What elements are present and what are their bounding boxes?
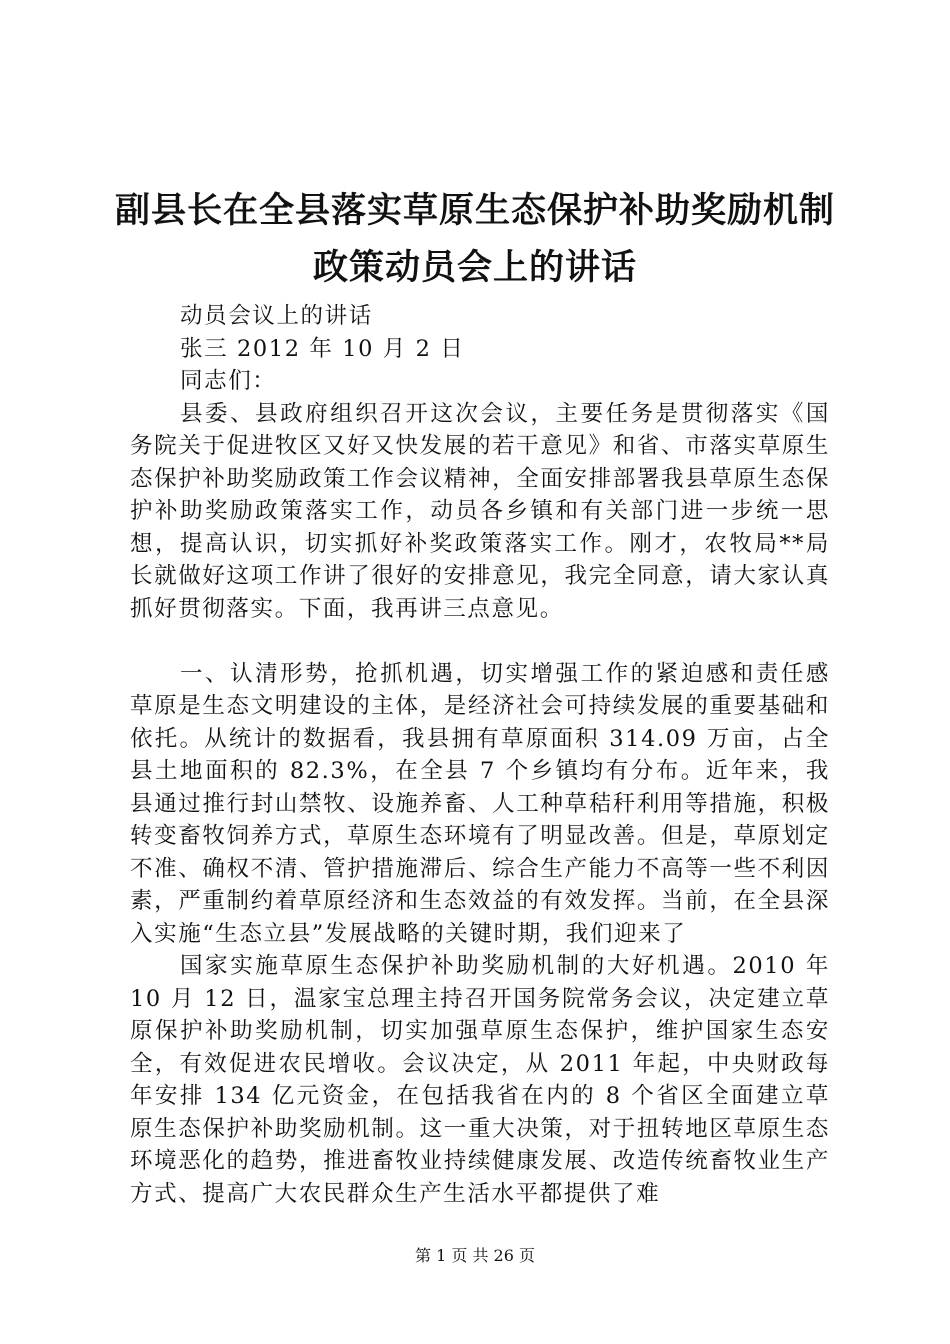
paragraph-section-one: 一、认清形势，抢抓机遇，切实增强工作的紧迫感和责任感草原是生态文明建设的主体，是经济社会可持续发展的重要基础和依托。从统计的数据看，我县拥有草原面积 314.09 万亩，占全县土地面积的 82.3%，在全县 7 个乡镇均有分布。近年来，我县通过推行封山禁牧、设施养畜、人工种草秸秆利用等措施，积极转变畜牧饲养方式，草原生态环境有了明显改善。但是，草原划定不准、确权不清、管护措施滞后、综合生产能力不高等一些不利因素，严重制约着草原经济和生态效益的有效发挥。当前，在全县深入实施“生态立县”发展战略的关键时期，我们迎来了 <box>130 660 830 947</box>
speech-subtitle: 动员会议上的讲话 <box>180 303 373 329</box>
document-body <box>130 300 830 1210</box>
document-title-line-1: 副县长在全县落实草原生态保护补助奖励机制 <box>114 190 835 231</box>
paragraph-intro: 县委、县政府组织召开这次会议，主要任务是贯彻落实《国务院关于促进牧区又好又快发展的若干意见》和省、市落实草原生态保护补助奖励政策工作会议精神，全面安排部署我县草原生态保护补助奖励政策落实工作，动员各乡镇和有关部门进一步统一思想，提高认识，切实抓好补奖政策落实工作。刚才，农牧局**局长就做好这项工作讲了很好的安排意见，我完全同意，请大家认真抓好贯彻落实。下面，我再讲三点意见。 <box>130 400 830 622</box>
document-title-line-2: 政策动员会上的讲话 <box>312 247 637 288</box>
author-date-line: 张三 2012 年 10 月 2 日 <box>180 335 465 362</box>
paragraph-opportunity: 国家实施草原生态保护补助奖励机制的大好机遇。2010 年 10 月 12 日，温家宝总理主持召开国务院常务会议，决定建立草原保护补助奖励机制，切实加强草原生态保护，维护国家生态安全，有效促进农民增收。会议决定，从 2011 年起，中央财政每年安排 134 亿元资金，在包括我省在内的 8 个省区全面建立草原生态保护补助奖励机制。这一重大决策，对于扭转地区草原生态环境恶化的趋势，推进畜牧业持续健康发展、改造传统畜牧业生产方式、提高广大农民群众生产生活水平都提供了难 <box>130 953 830 1207</box>
page-footer: 第 1 页 共 26 页 <box>415 1246 535 1265</box>
paragraph-spacer <box>130 625 830 658</box>
salutation: 同志们： <box>180 368 277 394</box>
